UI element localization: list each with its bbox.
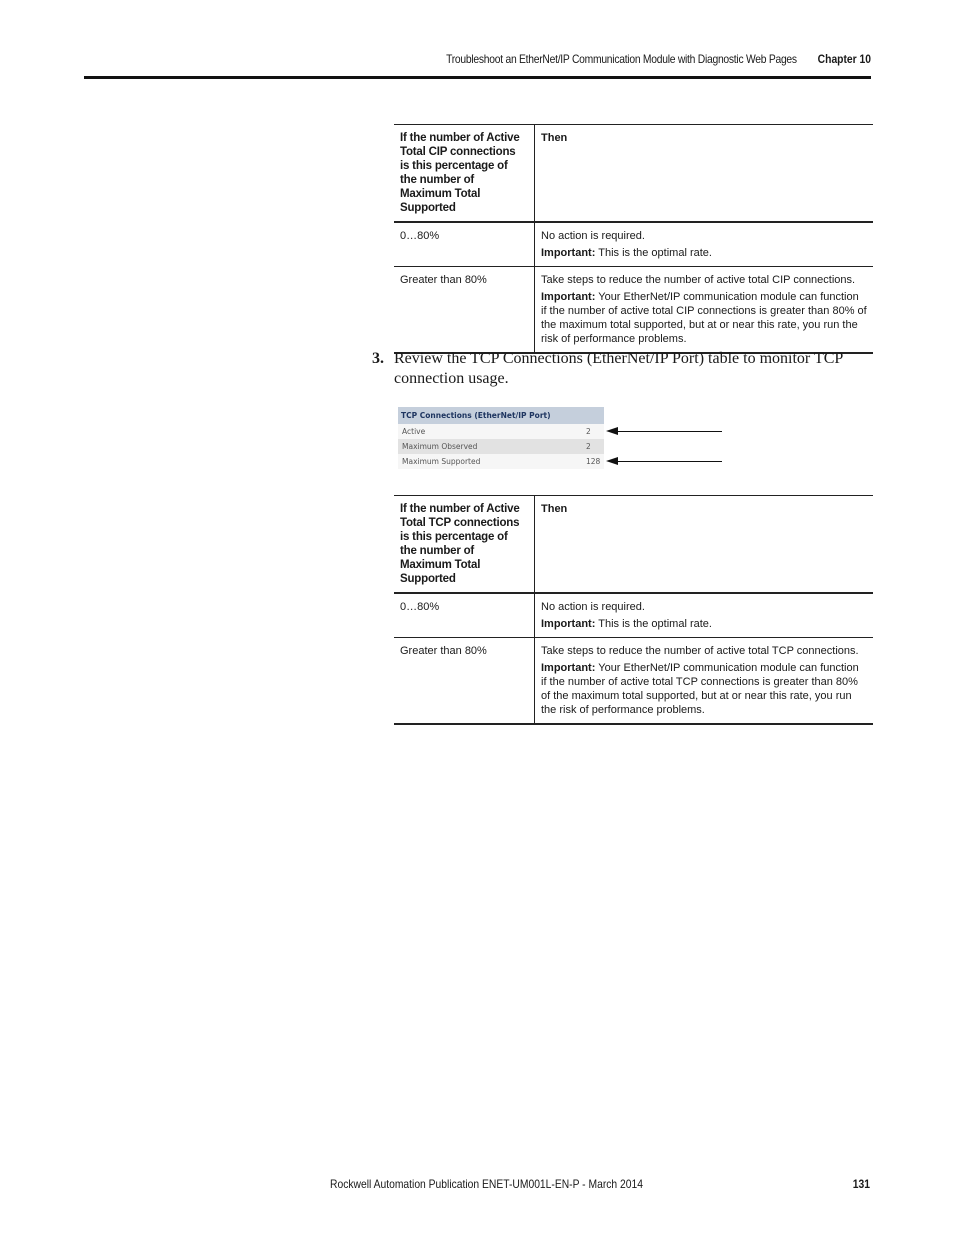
table-row — [394, 593, 873, 638]
table-header-row — [394, 496, 873, 594]
chapter-label: Chapter 10 — [817, 52, 871, 66]
page-number: 131 — [852, 1177, 870, 1191]
step-number: 3. — [372, 350, 384, 367]
tcp-connections-table — [394, 495, 873, 725]
action-cell: No action is required. Important: This is the optimal rate. — [541, 601, 712, 630]
then-header: Then — [541, 503, 568, 515]
page-header — [84, 50, 871, 79]
table-header-row — [394, 125, 873, 223]
table-row — [394, 222, 873, 267]
then-header: Then — [541, 132, 568, 144]
condition-cell: Greater than 80% — [394, 638, 535, 725]
condition-cell: 0…80% — [394, 593, 535, 638]
tcp-row-active: Active 2 — [398, 424, 604, 439]
tcp-screenshot-title: TCP Connections (EtherNet/IP Port) — [398, 407, 604, 424]
tcp-row-maximum-supported: Maximum Supported 128 — [398, 454, 604, 469]
tcp-connections-screenshot — [398, 407, 604, 469]
action-cell: No action is required. Important: This is the optimal rate. — [541, 230, 712, 259]
action-cell: Take steps to reduce the number of active total TCP connections. Important: Your EtherNet/IP communication module can function if the number of active total TCP connections is greater than 80% of the maximum total supported, but at or near this rate, you run the risk of performance problems. — [541, 645, 859, 716]
table-row — [394, 638, 873, 725]
action-cell: Take steps to reduce the number of active total CIP connections. Important: Your EtherNet/IP communication module can function if the number of active total CIP connections is greater than 80% of the maximum total supported, but at or near this rate, you run the risk of performance problems. — [541, 274, 867, 345]
condition-cell: 0…80% — [394, 222, 535, 267]
condition-header: If the number of Active Total CIP connections is this percentage of the number of Maximum Total Supported — [394, 125, 535, 223]
condition-cell: Greater than 80% — [394, 267, 535, 354]
footer-publication: Rockwell Automation Publication ENET-UM001L-EN-P - March 2014 — [330, 1177, 643, 1191]
cip-connections-table — [394, 124, 873, 354]
table-row — [394, 267, 873, 354]
condition-header: If the number of Active Total TCP connections is this percentage of the number of Maximum Total Supported — [394, 496, 535, 594]
header-title: Troubleshoot an EtherNet/IP Communication Module with Diagnostic Web Pages — [446, 52, 797, 66]
tcp-row-maximum-observed: Maximum Observed 2 — [398, 439, 604, 454]
step-text: Review the TCP Connections (EtherNet/IP Port) table to monitor TCP connection usage. — [394, 350, 843, 387]
